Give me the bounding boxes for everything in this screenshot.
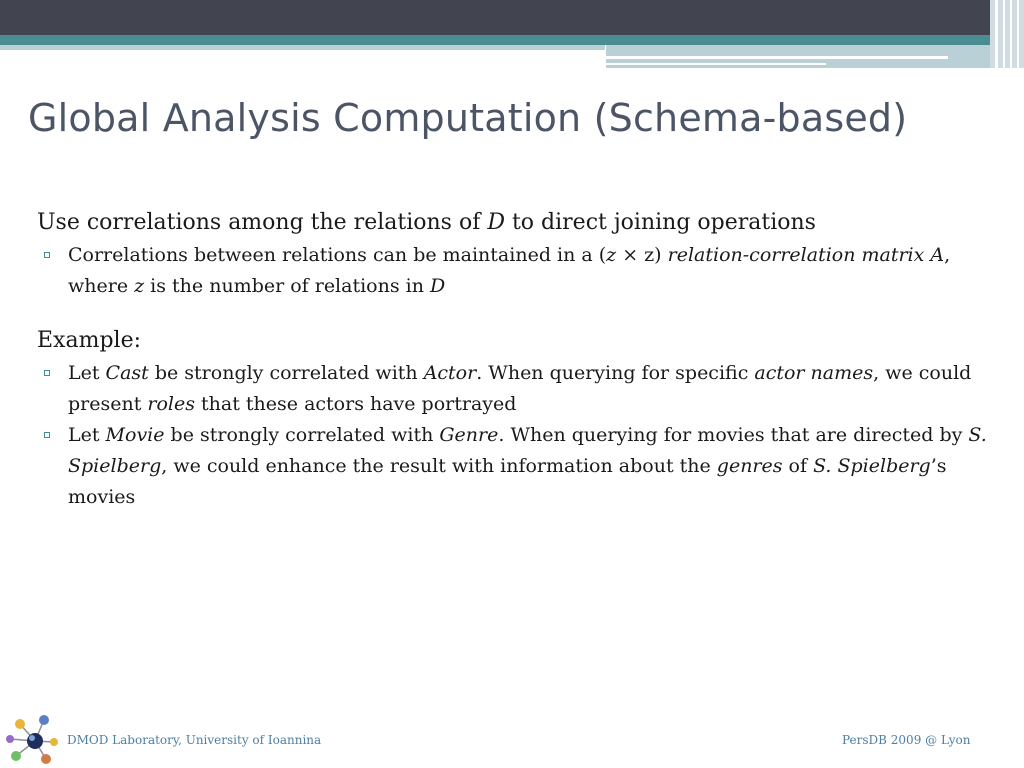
- square-bullet-icon: [44, 370, 50, 376]
- bullet-movie-genre: Let Movie be strongly correlated with Genre. When querying for movies that are directed by S. Spielberg, we could enhance the result with information about the genres of S. Spielberg’s movies: [37, 420, 987, 513]
- slide-body: [37, 206, 987, 513]
- header-stripe: [1010, 0, 1012, 68]
- header-dark-bar: [0, 0, 1024, 35]
- header-stripe: [995, 0, 998, 68]
- bullet-cast-actor: Let Cast be strongly correlated with Actor. When querying for specific actor names, we could present roles that these actors have portrayed: [37, 358, 987, 420]
- header-white-line: [606, 63, 826, 65]
- paragraph-correlations: Use correlations among the relations of D to direct joining operations: [37, 210, 816, 235]
- bullet-correlation-matrix: Correlations between relations can be maintained in a (z × z) relation-correlation matrix A, where z is the number of relations in D: [37, 240, 987, 302]
- header-stripe: [1017, 0, 1019, 68]
- square-bullet-icon: [44, 432, 50, 438]
- footer-lab-name: DMOD Laboratory, University of Ioannina: [67, 733, 322, 747]
- paragraph-example: Example:: [37, 328, 141, 353]
- header-teal-bar: [0, 35, 1024, 45]
- molecule-logo-icon: [2, 712, 62, 768]
- header-light-bar: [0, 45, 605, 50]
- footer-conference: PersDB 2009 @ Lyon: [842, 733, 971, 747]
- slide-title: Global Analysis Computation (Schema-based): [28, 96, 908, 140]
- square-bullet-icon: [44, 252, 50, 258]
- header-stripe: [1003, 0, 1005, 68]
- header-white-line: [606, 56, 948, 59]
